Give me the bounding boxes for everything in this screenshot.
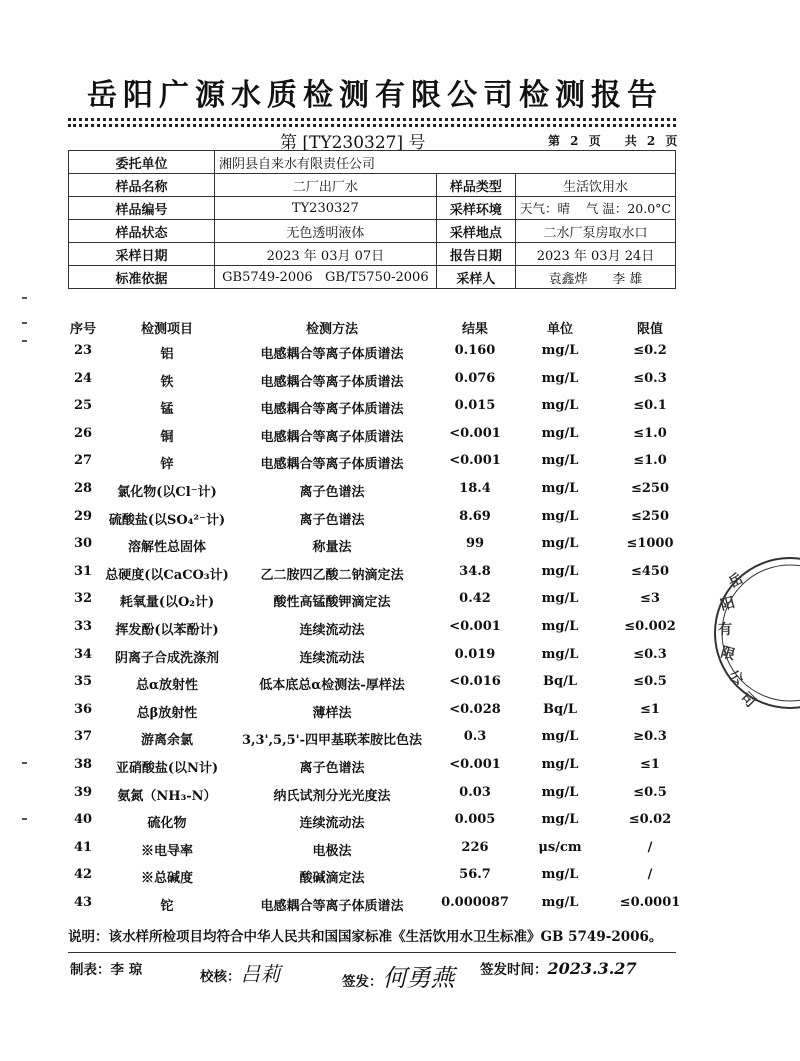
row-method: 电感耦合等离子体质谱法 (260, 374, 404, 390)
row-limit: ≤1000 (626, 536, 674, 552)
dotted-divider (68, 124, 676, 127)
report-title: 岳阳广源水质检测有限公司检测报告 (87, 78, 663, 113)
checked-by-label: 校核： (200, 969, 241, 985)
header-method: 检测方法 (305, 322, 358, 337)
issued-by (342, 958, 455, 993)
row-limit: ≤1 (640, 757, 660, 772)
row-item: 锰 (160, 402, 174, 418)
env-value: 天气：晴 气 温：20.0°C (515, 197, 675, 220)
row-result: 56.7 (459, 867, 491, 883)
sample-no-value: TY230327 (215, 197, 437, 220)
row-item: 亚硝酸盐(以N计) (115, 761, 219, 776)
row-item: 挥发酚(以苯酚计) (115, 623, 219, 638)
table-row (0, 702, 750, 728)
table-row (0, 729, 750, 755)
state-label: 样品状态 (69, 220, 215, 243)
row-method: 酸碱滴定法 (299, 871, 365, 887)
row-method: 低本底总α检测法-厚样法 (259, 678, 405, 694)
checked-by (200, 958, 281, 987)
row-unit: Bq/L (543, 701, 577, 717)
row-unit: mg/L (541, 895, 579, 910)
row-result: <0.001 (449, 757, 501, 772)
row-method: 离子色谱法 (299, 761, 365, 776)
row-no: 32 (73, 591, 93, 607)
row-result: 0.160 (454, 343, 496, 358)
row-method: 纳氏试剂分光光度法 (273, 788, 391, 804)
row-result: 0.005 (454, 812, 496, 828)
row-result: <0.001 (449, 619, 501, 634)
sample-name-value: 二厂出厂水 (215, 174, 437, 197)
row-no: 37 (73, 729, 93, 745)
row-item: 铜 (160, 429, 174, 445)
table-row (0, 371, 750, 397)
row-limit: ≤250 (630, 508, 670, 524)
row-item: 溶解性总固体 (127, 540, 206, 556)
standard-label: 标准依据 (69, 266, 215, 289)
svg-text:限: 限 (718, 644, 737, 664)
row-limit: / (647, 839, 653, 855)
row-result: <0.001 (449, 453, 501, 469)
row-method: 电感耦合等离子体质谱法 (260, 347, 404, 362)
row-no: 23 (73, 343, 93, 358)
row-limit: ≤1 (640, 701, 660, 717)
row-no: 42 (73, 867, 93, 883)
sample-info-table (68, 150, 676, 289)
row-no: 39 (73, 784, 93, 800)
row-unit: mg/L (541, 453, 579, 469)
row-result: <0.016 (449, 674, 501, 690)
row-method: 连续流动法 (299, 816, 365, 832)
row-no: 31 (73, 563, 93, 579)
sample-type-label: 样品类型 (436, 174, 515, 197)
row-item: 氯化物(以Cl⁻计) (117, 485, 217, 500)
row-no: 43 (73, 895, 93, 910)
svg-text:岳: 岳 (726, 570, 747, 592)
row-no: 33 (73, 619, 93, 634)
client-value: 湘阴县自来水有限责任公司 (215, 151, 676, 174)
row-method: 连续流动法 (299, 650, 365, 666)
row-no: 30 (73, 536, 93, 552)
svg-text:司: 司 (737, 689, 759, 711)
report-number: 第 [TY230327] 号 (280, 133, 426, 153)
dotted-divider (68, 118, 676, 121)
table-row (0, 785, 750, 811)
table-row (0, 840, 750, 866)
sample-name-label: 样品名称 (69, 174, 215, 197)
issue-time (480, 958, 637, 978)
table-row (0, 674, 750, 700)
row-item: 铝 (160, 347, 174, 362)
row-unit: mg/L (541, 563, 579, 579)
margin-mark (22, 297, 27, 299)
row-result: <0.028 (449, 701, 501, 717)
issued-by-label: 签发： (342, 974, 383, 990)
row-limit: ≤1.0 (633, 453, 667, 469)
table-row (0, 398, 750, 424)
row-limit: ≤0.002 (624, 619, 676, 634)
row-unit: mg/L (541, 398, 579, 414)
row-method: 电感耦合等离子体质谱法 (260, 457, 404, 473)
header-item: 检测项目 (140, 322, 193, 337)
results-header (0, 318, 750, 340)
location-label: 采样地点 (436, 220, 515, 243)
header-unit: 单位 (546, 322, 573, 337)
checked-by-signature: 吕莉 (240, 962, 281, 986)
row-unit: mg/L (541, 757, 579, 772)
row-item: ※电导率 (140, 843, 193, 859)
sample-type-value: 生活饮用水 (515, 174, 675, 197)
header-result: 结果 (461, 322, 488, 337)
row-no: 26 (73, 425, 93, 441)
row-unit: mg/L (541, 425, 579, 441)
row-item: 锌 (160, 457, 174, 473)
table-row (0, 536, 750, 562)
report-date-label: 报告日期 (436, 243, 515, 266)
margin-mark (22, 340, 27, 342)
row-result: 0.42 (459, 591, 491, 607)
row-unit: mg/L (541, 481, 579, 496)
margin-mark (22, 322, 27, 324)
row-item: 总α放射性 (135, 678, 198, 694)
table-row (0, 591, 750, 617)
row-result: 0.015 (454, 398, 496, 414)
row-unit: mg/L (541, 646, 579, 662)
table-row (0, 757, 750, 783)
report-date-value: 2023 年 03月 24日 (515, 243, 675, 266)
table-row (0, 426, 750, 452)
svg-text:公: 公 (726, 667, 747, 689)
row-item: ※总碱度 (140, 871, 193, 887)
row-unit: mg/L (541, 508, 579, 524)
row-limit: ≤0.3 (633, 646, 667, 662)
table-row (0, 647, 750, 673)
row-item: 阴离子合成洗涤剂 (114, 650, 219, 666)
row-no: 38 (73, 757, 93, 772)
conclusion-note: 说明：该水样所检项目均符合中华人民共和国国家标准《生活饮用水卫生标准》GB 5749-2006。 (68, 929, 663, 945)
row-method: 电感耦合等离子体质谱法 (260, 402, 404, 418)
table-row (0, 509, 750, 535)
standard-value: GB5749-2006 GB/T5750-2006 (215, 266, 437, 289)
row-result: 18.4 (459, 481, 491, 496)
row-item: 硫酸盐(以SO₄²⁻计) (108, 512, 226, 528)
row-unit: mg/L (541, 536, 579, 552)
table-row (0, 895, 750, 921)
state-value: 无色透明液体 (215, 220, 437, 243)
row-item: 氨氮（NH₃-N） (117, 788, 217, 804)
row-method: 电极法 (312, 843, 352, 859)
footer-divider (68, 952, 676, 953)
header-limit: 限值 (636, 322, 663, 337)
row-no: 28 (73, 481, 93, 496)
row-item: 总硬度(以CaCO₃计) (105, 567, 229, 583)
row-unit: Bq/L (543, 674, 577, 690)
row-method: 电感耦合等离子体质谱法 (260, 429, 404, 445)
row-no: 34 (73, 646, 93, 662)
row-no: 40 (73, 812, 93, 828)
row-item: 总β放射性 (136, 705, 198, 721)
row-method: 3,3',5,5'-四甲基联苯胺比色法 (241, 733, 423, 749)
row-method: 乙二胺四乙酸二钠滴定法 (260, 567, 404, 583)
row-unit: mg/L (541, 867, 579, 883)
row-result: 0.03 (459, 784, 491, 800)
svg-text:有: 有 (718, 622, 732, 638)
row-limit: ≤450 (630, 563, 670, 579)
row-item: 游离余氯 (140, 733, 193, 749)
row-result: 0.019 (454, 646, 496, 662)
row-limit: ≤3 (640, 591, 660, 607)
row-limit: ≤0.1 (633, 398, 667, 414)
row-result: 34.8 (459, 563, 491, 579)
sample-no-label: 样品编号 (69, 197, 215, 220)
row-no: 29 (73, 508, 93, 524)
row-method: 称量法 (312, 540, 352, 556)
row-limit: / (647, 867, 653, 883)
row-result: 99 (465, 536, 485, 552)
page-total: 共 2 页 (624, 134, 678, 148)
row-method: 离子色谱法 (299, 485, 365, 500)
location-value: 二水厂泵房取水口 (515, 220, 675, 243)
row-limit: ≤0.3 (633, 370, 667, 386)
issue-time-label: 签发时间： (480, 962, 548, 978)
margin-mark (22, 818, 27, 820)
table-row (0, 453, 750, 479)
row-method: 酸性高锰酸钾滴定法 (273, 595, 391, 611)
client-label: 委托单位 (69, 151, 215, 174)
issue-time-value: 2023.3.27 (547, 959, 637, 978)
row-limit: ≤0.0001 (619, 895, 681, 910)
row-no: 41 (73, 839, 93, 855)
row-limit: ≤250 (630, 481, 670, 496)
row-result: 0.000087 (441, 895, 509, 910)
table-row (0, 812, 750, 838)
row-result: 0.3 (463, 729, 487, 745)
row-result: 8.69 (459, 508, 491, 524)
row-item: 铁 (160, 374, 174, 390)
sampler-value: 袁鑫烨 李 雄 (515, 266, 675, 289)
row-result: 226 (461, 839, 489, 855)
row-limit: ≤0.5 (633, 674, 667, 690)
sampling-date-label: 采样日期 (69, 243, 215, 266)
row-item: 硫化物 (147, 816, 187, 832)
table-row (0, 564, 750, 590)
table-row (0, 481, 750, 507)
row-no: 35 (73, 674, 93, 690)
env-label: 采样环境 (436, 197, 515, 220)
row-limit: ≤1.0 (633, 425, 667, 441)
page-current: 第 2 页 (548, 134, 601, 148)
row-unit: mg/L (541, 619, 579, 634)
row-no: 25 (73, 398, 93, 414)
row-unit: mg/L (541, 812, 579, 828)
row-method: 离子色谱法 (299, 512, 365, 528)
svg-text:阳: 阳 (718, 594, 737, 614)
header-no: 序号 (69, 322, 96, 337)
table-row (0, 619, 750, 645)
row-unit: μs/cm (538, 839, 582, 855)
row-unit: mg/L (541, 370, 579, 386)
table-row (0, 867, 750, 893)
table-row (0, 343, 750, 369)
company-seal-icon (700, 548, 800, 718)
row-no: 27 (73, 453, 93, 469)
row-no: 24 (73, 370, 93, 386)
prepared-by: 制表：李 琼 (70, 962, 143, 978)
row-method: 电感耦合等离子体质谱法 (260, 899, 404, 914)
row-result: <0.001 (449, 425, 501, 441)
row-unit: mg/L (541, 591, 579, 607)
margin-mark (22, 762, 27, 764)
row-unit: mg/L (541, 729, 579, 745)
row-result: 0.076 (454, 370, 496, 386)
row-item: 铊 (160, 899, 174, 914)
page-info (548, 132, 701, 149)
sampler-label: 采样人 (436, 266, 515, 289)
issued-by-signature: 何勇燕 (382, 964, 455, 992)
row-limit: ≤0.2 (633, 343, 667, 358)
row-method: 薄样法 (312, 705, 352, 721)
row-method: 连续流动法 (299, 623, 365, 638)
row-no: 36 (73, 701, 93, 717)
row-unit: mg/L (541, 343, 579, 358)
row-item: 耗氧量(以O₂计) (119, 595, 215, 611)
row-limit: ≤0.02 (628, 812, 672, 828)
row-unit: mg/L (541, 784, 579, 800)
row-limit: ≥0.3 (633, 729, 667, 745)
row-limit: ≤0.5 (633, 784, 667, 800)
sampling-date-value: 2023 年 03月 07日 (215, 243, 437, 266)
